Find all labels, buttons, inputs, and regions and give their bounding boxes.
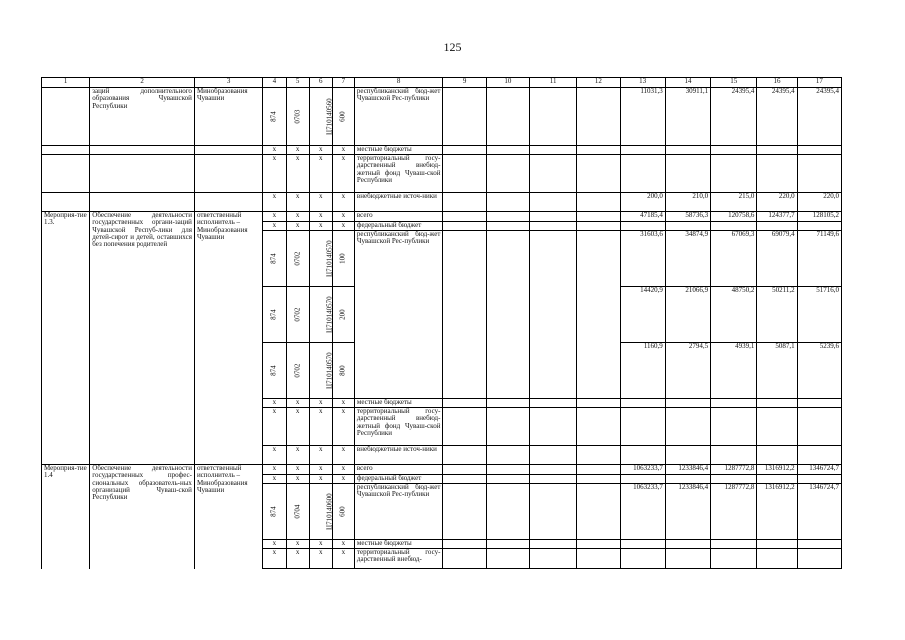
code-cell: 0704 [286,484,309,540]
code-cell: х [332,408,354,446]
value-cell: 24395,4 [757,88,797,146]
event-name-cell: Обеспечение деятельности государственных профес-сиональных образователь-ных организаций Чуваш-ской Республики [90,465,195,569]
code-cell: х [263,155,286,193]
value-cell: 30911,1 [665,88,710,146]
header-cell: 8 [354,78,443,88]
value-cell: 200,0 [620,193,665,212]
code-cell: х [263,446,286,465]
header-cell: 9 [443,78,486,88]
code-cell: х [263,475,286,484]
source-cell: федеральный бюджет [354,475,443,484]
value-cell: 50211,2 [757,287,797,343]
code-cell: 874 [263,231,286,287]
source-cell: территориальный госу-дарственный внебюд-жетный фонд Чуваш-ской Республики [354,408,443,446]
code-cell: 0702 [286,343,309,399]
code-cell: х [263,465,286,475]
value-cell: 124377,7 [757,212,797,222]
executor-cell: ответственный исполнитель – Минобразования Чувашии [194,465,262,569]
code-cell: Ц710140570 [309,231,332,287]
value-cell: 24395,4 [797,88,841,146]
source-cell: местные бюджеты [354,540,443,549]
code-cell: Ц710140570 [309,343,332,399]
source-cell: федеральный бюджет [354,222,443,231]
value-cell: 128105,2 [797,212,841,222]
header-cell: 11 [529,78,576,88]
executor-cell: Минобразования Чувашии [194,88,262,146]
code-cell: х [263,146,286,155]
value-cell: 210,0 [665,193,710,212]
table-row [42,146,842,155]
code-cell: х [263,399,286,408]
value-cell: 1316912,2 [757,484,797,540]
code-cell: х [332,212,354,222]
code-cell: х [286,399,309,408]
value-cell: 47185,4 [620,212,665,222]
code-cell: х [286,408,309,446]
code-cell: 874 [263,88,286,146]
code-cell: х [332,399,354,408]
header-cell: 17 [797,78,841,88]
code-cell: х [286,549,309,569]
value-cell: 1233846,4 [665,465,710,475]
header-cell: 3 [194,78,262,88]
source-cell: республиканский бюд-жет Чувашской Рес-публики [354,484,443,540]
source-cell: внебюджетные источ-ники [354,446,443,465]
code-cell: 874 [263,343,286,399]
table-row [42,155,842,193]
code-cell: 874 [263,287,286,343]
value-cell: 1233846,4 [665,484,710,540]
value-cell: 48750,2 [711,287,757,343]
value-cell: 215,0 [711,193,757,212]
source-cell: республиканский бюд-жет Чувашской Рес-публики [354,231,443,399]
page-number: 125 [443,40,462,54]
header-cell: 13 [620,78,665,88]
value-cell: 220,0 [797,193,841,212]
code-cell: 600 [332,88,354,146]
value-cell: 1063233,7 [620,484,665,540]
value-cell: 34874,9 [665,231,710,287]
code-cell: 600 [332,484,354,540]
header-cell: 10 [486,78,529,88]
code-cell: х [332,475,354,484]
value-cell: 1160,9 [620,343,665,399]
code-cell: х [286,212,309,222]
value-cell: 1346724,7 [797,484,841,540]
code-cell: х [309,465,332,475]
value-cell: 1063233,7 [620,465,665,475]
code-cell: 0702 [286,231,309,287]
code-cell: х [263,193,286,212]
value-cell: 58736,3 [665,212,710,222]
value-cell: 120758,6 [711,212,757,222]
value-cell: 31603,6 [620,231,665,287]
value-cell: 69079,4 [757,231,797,287]
executor-cell: ответственный исполнитель – Минобразования Чувашии [194,212,262,465]
value-cell: 1287772,8 [711,465,757,475]
code-cell: х [309,540,332,549]
header-cell: 15 [711,78,757,88]
header-row [42,78,842,88]
event-name-cell: Обеспечение деятельности государственных органи-заций Чувашской Респуб-лики для детей-сирот и детей, оставшихся без попечения родителей [90,212,195,465]
source-cell: республиканский бюд-жет Чувашской Рес-публики [354,88,443,146]
table-row [42,88,842,146]
code-cell: х [332,540,354,549]
code-cell: х [332,146,354,155]
code-cell: 100 [332,231,354,287]
code-cell: 0703 [286,88,309,146]
header-cell: 2 [90,78,195,88]
source-cell: местные бюджеты [354,399,443,408]
code-cell: х [286,193,309,212]
code-cell: х [309,193,332,212]
value-cell: 5087,1 [757,343,797,399]
table-row [42,465,842,475]
code-cell: х [263,549,286,569]
value-cell: 71149,6 [797,231,841,287]
code-cell: х [286,540,309,549]
event-name-cell: заций дополнительного образования Чувашской Республики [90,88,195,146]
value-cell: 1316912,2 [757,465,797,475]
header-cell: 16 [757,78,797,88]
code-cell: х [309,222,332,231]
value-cell: 24395,4 [711,88,757,146]
code-cell: х [309,446,332,465]
value-cell: 21066,9 [665,287,710,343]
code-cell: х [263,222,286,231]
source-cell: местные бюджеты [354,146,443,155]
code-cell: х [286,446,309,465]
source-cell: всего [354,465,443,475]
header-cell: 12 [577,78,620,88]
value-cell: 51716,0 [797,287,841,343]
header-cell: 6 [309,78,332,88]
value-cell: 2794,5 [665,343,710,399]
code-cell: х [332,222,354,231]
code-cell: х [286,222,309,231]
value-cell: 4939,1 [711,343,757,399]
code-cell: х [309,399,332,408]
code-cell: х [309,146,332,155]
value-cell: 220,0 [757,193,797,212]
event-label-cell: Мероприя-тие 1.4 [42,465,90,569]
header-cell: 7 [332,78,354,88]
code-cell: х [286,465,309,475]
code-cell: х [286,475,309,484]
code-cell: х [332,193,354,212]
source-cell: территориальный госу-дарственный внебюд- [354,549,443,569]
code-cell: х [263,212,286,222]
code-cell: х [309,549,332,569]
header-cell: 14 [665,78,710,88]
code-cell: х [309,155,332,193]
code-cell: х [263,540,286,549]
header-cell: 4 [263,78,286,88]
code-cell: Ц710140560 [309,88,332,146]
code-cell: 200 [332,287,354,343]
code-cell: 0702 [286,287,309,343]
header-cell: 5 [286,78,309,88]
code-cell: 800 [332,343,354,399]
code-cell: х [309,408,332,446]
code-cell: х [332,465,354,475]
code-cell: Ц710140600 [309,484,332,540]
value-cell: 67069,3 [711,231,757,287]
code-cell: х [332,549,354,569]
code-cell: х [286,146,309,155]
source-cell: территориальный госу-дарственный внебюд-жетный фонд Чуваш-ской Республики [354,155,443,193]
value-cell: 5239,6 [797,343,841,399]
code-cell: х [263,408,286,446]
source-cell: внебюджетные источ-ники [354,193,443,212]
table-row [42,212,842,222]
code-cell: х [332,155,354,193]
code-cell: 874 [263,484,286,540]
code-cell: Ц710140570 [309,287,332,343]
value-cell: 14420,9 [620,287,665,343]
code-cell: х [332,446,354,465]
code-cell: х [286,155,309,193]
event-label-cell: Мероприя-тие 1.3. [42,212,90,465]
source-cell: всего [354,212,443,222]
code-cell: х [309,475,332,484]
code-cell: х [309,212,332,222]
table-row [42,193,842,212]
value-cell: 11031,3 [620,88,665,146]
header-cell: 1 [42,78,90,88]
event-label-cell [42,88,90,146]
value-cell: 1346724,7 [797,465,841,475]
value-cell: 1287772,8 [711,484,757,540]
budget-table [41,77,842,569]
